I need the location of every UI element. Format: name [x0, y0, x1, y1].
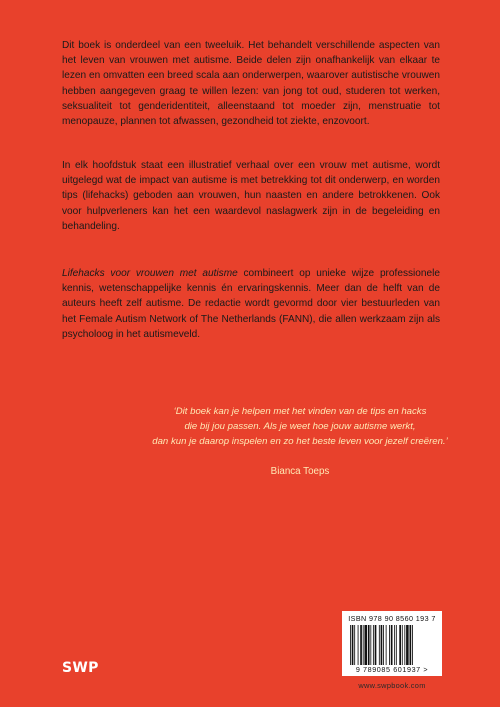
- quote-line-1: ‘Dit boek kan je helpen met het vinden van de tips en hacks: [173, 406, 427, 417]
- blurb-paragraph-3: [62, 266, 440, 342]
- barcode-bars: [350, 625, 436, 665]
- blurb-paragraph-2: In elk hoofdstuk staat een illustratief verhaal over een vrouw met autisme, wordt uitgelegd wat de impact van autisme is met betrekking tot dit onderwerp, en worden tips (lifehacks) geboden aan vrouwen, hun naasten en andere betrokkenen. Ook voor hulpverleners kan het een waardevol naslagwerk zijn in de begeleiding en behandeling.: [62, 160, 440, 232]
- quote-line-2: die bij jou passen. Als je weet hoe jouw autisme werkt,: [184, 421, 416, 433]
- publisher-logo: SWP: [62, 660, 99, 676]
- isbn-barcode: [342, 611, 442, 676]
- quote-line-3: dan kun je daarop inspelen en zo het beste leven voor jezelf creëren.’: [152, 436, 448, 448]
- barcode-number: 9 789085 601937 >: [355, 665, 429, 674]
- publisher-website: www.swpbook.com: [358, 681, 426, 690]
- quote: [150, 404, 450, 450]
- book-title-italic: Lifehacks voor vrouwen met autisme: [62, 268, 238, 279]
- blurb-paragraph-1: Dit boek is onderdeel van een tweeluik. Het behandelt verschillende aspecten van het leven van vrouwen met autisme. Beide delen zijn onafhankelijk van elkaar te lezen en omvatten een breed scala aan onderwerpen, waarover autistische vrouwen hebben aangegeven graag te willen lezen: van jong tot oud, studeren tot werken, seksualiteit tot genderidentiteit, alleenstaand tot moeder zijn, menstruatie tot menopauze, plannen tot afwassen, gezondheid tot ziekte, enzovoort.: [62, 40, 440, 128]
- blurb-paragraph-3-text: combineert op unieke wijze professionele kennis, wetenschappelijke kennis én ervaringskennis. Meer dan de helft van de auteurs heeft zelf autisme. De redactie wordt gevormd door vier bestuurleden van het Female Autism Network of The Netherlands (FANN), die allen werkzaam zijn als psycholoog in het autismeveld.: [62, 268, 440, 340]
- isbn-label: ISBN 978 90 8560 193 7: [348, 614, 436, 623]
- quote-author: Bianca Toeps: [270, 466, 330, 477]
